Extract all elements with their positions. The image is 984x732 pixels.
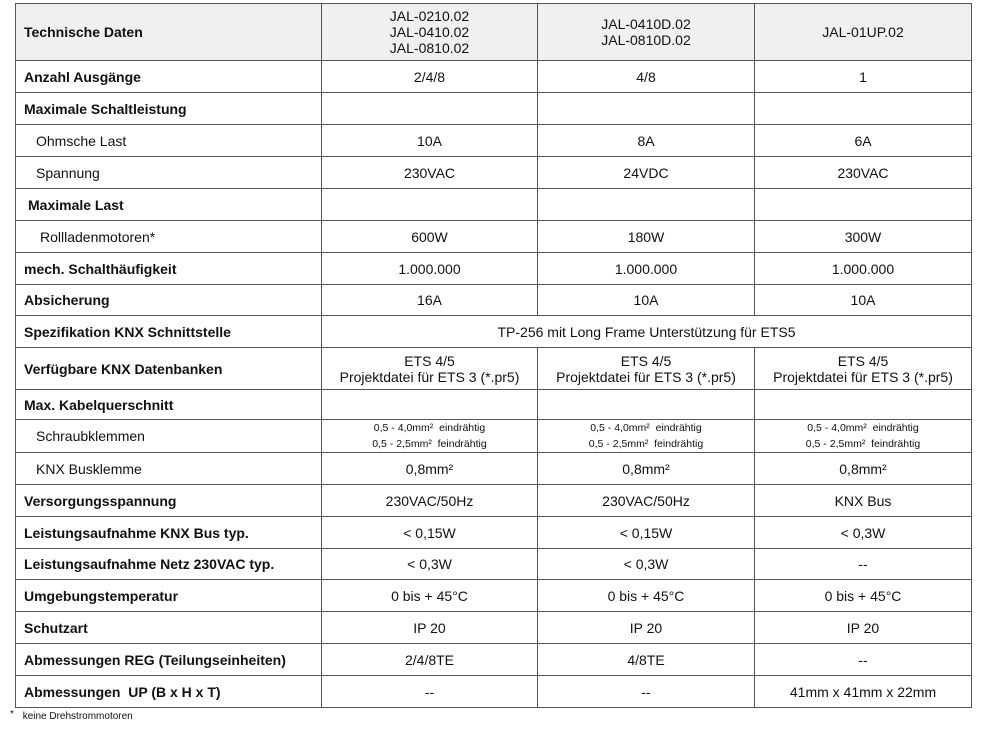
row-label: Anzahl Ausgänge	[16, 61, 322, 93]
cell-line: Projektdatei für ETS 3 (*.pr5)	[556, 368, 736, 385]
cell-value	[538, 348, 755, 390]
model-name: JAL-0810D.02	[601, 32, 691, 48]
row-label: Maximale Last	[16, 189, 322, 221]
cell-line: ETS 4/5	[620, 352, 672, 369]
cell-value: IP 20	[755, 612, 972, 644]
cell-value: 230VAC	[755, 157, 972, 189]
empty-cell	[755, 390, 972, 420]
empty-cell	[538, 189, 755, 221]
cell-value: 2/4/8	[322, 61, 538, 93]
cell-value: --	[755, 549, 972, 580]
table-row	[16, 485, 972, 517]
row-label: Umgebungstemperatur	[16, 580, 322, 612]
cell-value: 6A	[755, 125, 972, 157]
empty-cell	[322, 93, 538, 125]
cell-value: 16A	[322, 285, 538, 316]
cell-line: 0,5 - 2,5mm² feindrähtig	[588, 438, 704, 450]
table-row-header	[16, 4, 972, 61]
cell-value: --	[755, 644, 972, 676]
cell-line: 0,5 - 2,5mm² feindrähtig	[805, 438, 921, 450]
row-label: Spezifikation KNX Schnittstelle	[16, 316, 322, 348]
cell-value: 230VAC/50Hz	[322, 485, 538, 517]
table-row	[16, 157, 972, 189]
cell-value-merged: TP-256 mit Long Frame Unterstützung für ETS5	[322, 316, 972, 348]
cell-value: < 0,3W	[755, 517, 972, 549]
row-label: Absicherung	[16, 285, 322, 316]
cell-value: 230VAC	[322, 157, 538, 189]
cell-line: Projektdatei für ETS 3 (*.pr5)	[773, 368, 953, 385]
cell-value: 0,8mm²	[322, 453, 538, 485]
model-name: JAL-0210.02	[389, 8, 470, 24]
empty-cell	[755, 93, 972, 125]
header-col-2	[538, 4, 755, 61]
cell-value: 0 bis + 45°C	[322, 580, 538, 612]
cell-value: 230VAC/50Hz	[538, 485, 755, 517]
table-row	[16, 549, 972, 580]
cell-value	[755, 348, 972, 390]
table-row	[16, 125, 972, 157]
footnote-marker: *	[10, 709, 14, 720]
row-label: Schutzart	[16, 612, 322, 644]
table-row	[16, 253, 972, 285]
empty-cell	[322, 390, 538, 420]
cell-value: 1	[755, 61, 972, 93]
cell-value: 41mm x 41mm x 22mm	[755, 676, 972, 708]
cell-line: 0,5 - 4,0mm² eindrähtig	[807, 422, 919, 434]
table-row	[16, 517, 972, 549]
cell-value: < 0,3W	[322, 549, 538, 580]
cell-line: 0,5 - 2,5mm² feindrähtig	[372, 438, 487, 450]
row-label: Maximale Schaltleistung	[16, 93, 322, 125]
table-row	[16, 348, 972, 390]
header-label: Technische Daten	[16, 4, 322, 61]
row-label: Abmessungen UP (B x H x T)	[16, 676, 322, 708]
empty-cell	[538, 390, 755, 420]
cell-value	[322, 420, 538, 453]
cell-value: 8A	[538, 125, 755, 157]
model-name: JAL-01UP.02	[822, 24, 904, 40]
row-label: Schraubklemmen	[16, 420, 322, 453]
row-label: Max. Kabelquerschnitt	[16, 390, 322, 420]
table-row	[16, 580, 972, 612]
table-row	[16, 612, 972, 644]
cell-value: < 0,15W	[322, 517, 538, 549]
cell-value	[322, 348, 538, 390]
empty-cell	[755, 189, 972, 221]
cell-value: 1.000.000	[538, 253, 755, 285]
table-row	[16, 420, 972, 453]
model-name: JAL-0410D.02	[601, 16, 691, 32]
cell-value	[755, 420, 972, 453]
cell-value: KNX Bus	[755, 485, 972, 517]
footnote-text: keine Drehstrommotoren	[22, 711, 133, 722]
empty-cell	[538, 93, 755, 125]
row-label: Leistungsaufnahme KNX Bus typ.	[16, 517, 322, 549]
cell-value: 0,8mm²	[755, 453, 972, 485]
row-label: Spannung	[16, 157, 322, 189]
cell-line: 0,5 - 4,0mm² eindrähtig	[590, 422, 702, 434]
table-row	[16, 221, 972, 253]
table-row	[16, 644, 972, 676]
model-name: JAL-0810.02	[389, 40, 470, 56]
model-name: JAL-0410.02	[389, 24, 470, 40]
cell-value: 1.000.000	[322, 253, 538, 285]
cell-value: 180W	[538, 221, 755, 253]
cell-line: ETS 4/5	[837, 352, 889, 369]
table-row	[16, 316, 972, 348]
cell-value: < 0,15W	[538, 517, 755, 549]
cell-value: 10A	[755, 285, 972, 316]
row-label: Abmessungen REG (Teilungseinheiten)	[16, 644, 322, 676]
cell-value: 600W	[322, 221, 538, 253]
row-label: KNX Busklemme	[16, 453, 322, 485]
table-row	[16, 61, 972, 93]
table-row	[16, 189, 972, 221]
table-row	[16, 285, 972, 316]
cell-value: 0,8mm²	[538, 453, 755, 485]
technical-data-table	[15, 3, 972, 708]
row-label: Leistungsaufnahme Netz 230VAC typ.	[16, 549, 322, 580]
cell-line: Projektdatei für ETS 3 (*.pr5)	[339, 368, 520, 385]
table-row	[16, 390, 972, 420]
row-label: Rollladenmotoren*	[16, 221, 322, 253]
cell-value: 4/8TE	[538, 644, 755, 676]
cell-value: 0 bis + 45°C	[538, 580, 755, 612]
cell-value: 2/4/8TE	[322, 644, 538, 676]
cell-value: < 0,3W	[538, 549, 755, 580]
table-row	[16, 93, 972, 125]
cell-value: IP 20	[322, 612, 538, 644]
cell-value: --	[322, 676, 538, 708]
cell-value: IP 20	[538, 612, 755, 644]
cell-value: 4/8	[538, 61, 755, 93]
cell-line: ETS 4/5	[404, 352, 455, 369]
cell-line: 0,5 - 4,0mm² eindrähtig	[373, 422, 486, 434]
row-label: Versorgungsspannung	[16, 485, 322, 517]
header-col-3	[755, 4, 972, 61]
row-label: Ohmsche Last	[16, 125, 322, 157]
footnote	[10, 711, 133, 722]
cell-value: 1.000.000	[755, 253, 972, 285]
empty-cell	[322, 189, 538, 221]
cell-value: 10A	[538, 285, 755, 316]
row-label: Verfügbare KNX Datenbanken	[16, 348, 322, 390]
table-row	[16, 453, 972, 485]
row-label: mech. Schalthäufigkeit	[16, 253, 322, 285]
cell-value: 24VDC	[538, 157, 755, 189]
cell-value	[538, 420, 755, 453]
header-col-1	[322, 4, 538, 61]
cell-value: 10A	[322, 125, 538, 157]
table-row	[16, 676, 972, 708]
cell-value: 300W	[755, 221, 972, 253]
cell-value: --	[538, 676, 755, 708]
cell-value: 0 bis + 45°C	[755, 580, 972, 612]
